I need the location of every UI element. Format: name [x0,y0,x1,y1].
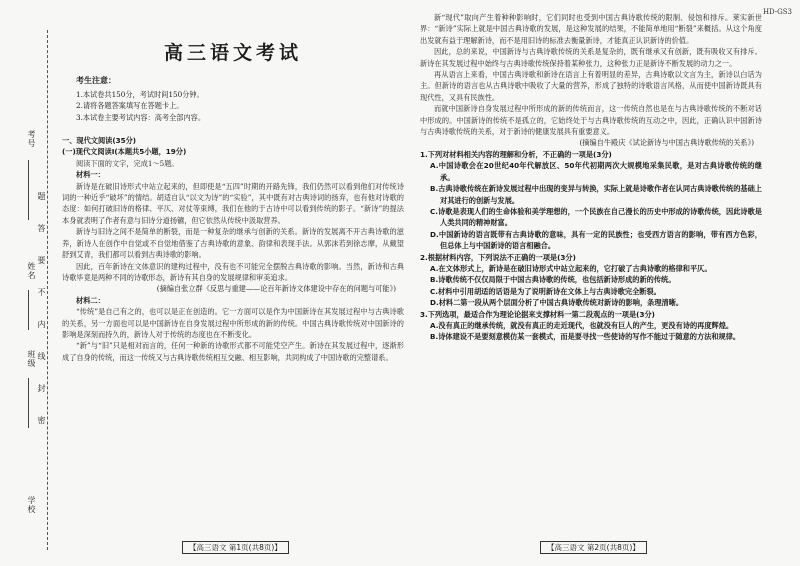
passage-paragraph: 新诗与旧诗之间不是简单的断裂，而是一种复杂的继承与创新的关系。新诗的发展离不开古典诗歌的滋养，新诗人在创作中自觉或不自觉地借鉴了古典诗歌的意象、韵律和表现手法。从郭沫若到徐志摩，从戴望舒到艾青，我们都可以看到古典诗歌的影响。 [62,227,404,260]
passage-paragraph: 再从语言上来看，中国古典诗歌和新诗在语言上有着明显的差异，古典诗歌以文言为主，新诗以白话为主。但新诗的语言也从古典诗歌中吸收了大量的营养，形成了独特的诗歌语言风格，从而使中国新诗既具有现代性，又具有民族性。 [420,70,762,102]
note-item: 1.本试卷共150分，考试时间150分钟。 [76,89,204,99]
passage-paragraph: “传统”是自己有之的，也可以是正在创造的。它一方面可以是作为中国新诗在其发展过程中与古典诗歌的关系，另一方面也可以是中国新诗在自身发展过程中所形成的新的传统。中国古典诗歌传统对中国新诗的影响是深刻而持久的，新诗人对于传统的态度也在不断变化。 [62,307,404,339]
page-footer-right [540,542,647,553]
seal-word: 题 [37,192,46,200]
passage-paragraph: 因此，百年新诗在文体意识的建构过程中，没有也不可能完全摆脱古典诗歌的影响。当然，新诗和古典诗歌毕竟是两种不同的诗歌形态，新诗有其自身的发展规律和审美追求。 [62,261,404,282]
exam-title: 高三语文考试 [163,42,302,64]
class-label: 班级 [27,350,36,368]
passage-source: (摘编自张立群《反思与重建——论百年新诗文体建设中存在的问题与可能》) [156,284,396,294]
passage-paragraph: “新”与“旧”只是相对而言的，任何一种新的诗歌形式都不可能凭空产生。新诗在其发展过程中，逐渐形成了自身的传统，而这一传统又与古典诗歌传统相互交融、相互影响，共同构成了中国诗歌的完整谱系。 [62,341,404,362]
seal-dashed-line [47,30,48,550]
right-column [420,12,762,532]
seal-word: 密 [37,416,46,424]
subsection-heading: (一)现代文阅读Ⅰ(本题共5小题，19分) [62,147,187,157]
question-stem: 3.下列选项，最适合作为理论论据来支撑材料一第二段观点的一项是(3分) [420,309,655,319]
seal-word: 答 [37,224,46,232]
passage-paragraph: 而就中国新诗自身发展过程中所形成的新的传统而言，这一传统自然也是在与古典诗歌传统的不断对话中形成的。中国新诗的传统不是孤立的，它始终处于与古典诗歌传统的互动之中，因此，正确认识中国新诗与古典诗歌传统的关系，对于新诗的健康发展具有重要意义。 [420,104,762,137]
exam-number-field[interactable] [28,160,29,220]
page-footer-left [182,542,289,553]
page-number: 【高三语文 第1页(共8页)】 [182,541,289,554]
question-option: B.诗歌传统不仅仅局限于中国古典诗歌的传统，也包括新诗形成的新的传统。 [430,275,676,285]
question-option: D.材料二第一段从两个层面分析了中国古典诗歌传统对新诗的影响，条理清晰。 [430,298,684,308]
question-option: B.古典诗歌传统在新诗发展过程中出现的变异与转换，实际上就是诗歌作者在认同古典诗歌传统的基础上对其进行的创新与发展。 [430,184,762,205]
page-number: 【高三语文 第2页(共8页)】 [540,541,647,554]
question-option: A.没有真正的继承传统，就没有真正的走近现代，也就没有巨人的产生，更没有诗的再度辉煌。 [430,320,734,330]
question-option: C.材料中引用胡适的话语是为了说明新诗在文体上与古典诗歌完全断裂。 [430,286,661,296]
note-item: 2.请将各题答案填写在答题卡上。 [76,101,184,111]
page-code-mark: HD-GS3 [762,8,792,16]
passage-source: (摘编自牛殿庆《试论新诗与中国古典诗歌传统的关系》) [579,138,754,148]
notes-heading: 考生注意： [76,76,116,86]
question-option: D.中国新诗的语言既带有古典诗歌的意味，具有一定的民族性；也受西方语言的影响，带有西方色彩，但总体上与中国新诗的语言相融合。 [430,229,762,251]
question-option: A.在文体形式上，新诗是在破旧诗形式中站立起来的，它打破了古典诗歌的格律和平仄。 [430,263,712,273]
name-field[interactable] [28,290,29,330]
seal-word: 要 [37,256,46,264]
school-label: 学校 [27,496,36,514]
question-option: A.中国诗歌会在20世纪40年代解放区、50年代初期两次大规模地采集民歌，是对古典诗歌传统的继承。 [430,161,762,182]
section-heading: 一、现代文阅读(35分) [62,136,137,146]
question-option: C.诗歌是表现人们的生命体验和美学理想的，一个民族在自己漫长的历史中形成的诗歌传统，因此诗歌是人类共同的精神财富。 [430,206,762,228]
passage-paragraph: 新诗是在破旧诗形式中站立起来的，但即使是“五四”时期的开路先锋，我们仍然可以看到他们对传统诗词的一种近乎“破坏”的情结。胡适自认“以文为诗”的“实验”，其中既有对古典诗词的扬弃，也有他对诗歌的态度：如何打破旧诗的格律、平仄、对仗等束缚，我们在他的于古诗中可以看到传统的影子。“新诗”的提法本身就表明了作者有意与旧诗分道扬镳，但它依然从传统中汲取营养。 [62,181,404,225]
seal-word: 内 [37,320,46,328]
left-column [62,12,404,532]
question-stem: 1.下列对材料相关内容的理解和分析，不正确的一项是(3分) [420,149,612,159]
passage-paragraph: 因此，总的来说，中国新诗与古典诗歌传统的关系是复杂的，既有继承又有创新，既有吸收又有排斥。新诗在其发展过程中始终与古典诗歌传统保持着某种张力，这种张力正是新诗不断发展的动力之一。 [420,47,762,68]
question-option: B.诗体建设不是要刻意模仿某一套模式，而是要寻找一些使诗的写作不能过于随意的方法和规律。 [430,332,741,342]
material-label: 材料二： [76,295,105,305]
class-field[interactable] [28,378,29,428]
name-label: 姓名 [27,262,36,280]
seal-word: 封 [37,384,46,392]
note-item: 3.本试卷主要考试内容：高考全部内容。 [76,112,206,122]
seal-word: 不 [37,288,46,296]
instruction: 阅读下面的文字，完成1～5题。 [76,158,179,168]
passage-paragraph: 新“现代”取向产生着种种影响时，它们同时也受到中国古典诗歌传统的限制、侵蚀和排斥。莱实新世界：“新诗”实际上就是中国古典诗歌的发展，是这种发展的结果，不能简单地用“断裂”来概括。从这个角度出发就有益于理解新诗，而不是用旧诗的标准去衡量新诗，才能真正认识新诗的价值。 [420,13,762,45]
exam-number-label: 考号 [27,130,36,148]
seal-word: 线 [37,352,46,360]
material-label: 材料一： [76,170,105,180]
question-stem: 2.根据材料内容，下列说法不正确的一项是(3分) [420,252,576,262]
binding-strip [0,0,60,566]
